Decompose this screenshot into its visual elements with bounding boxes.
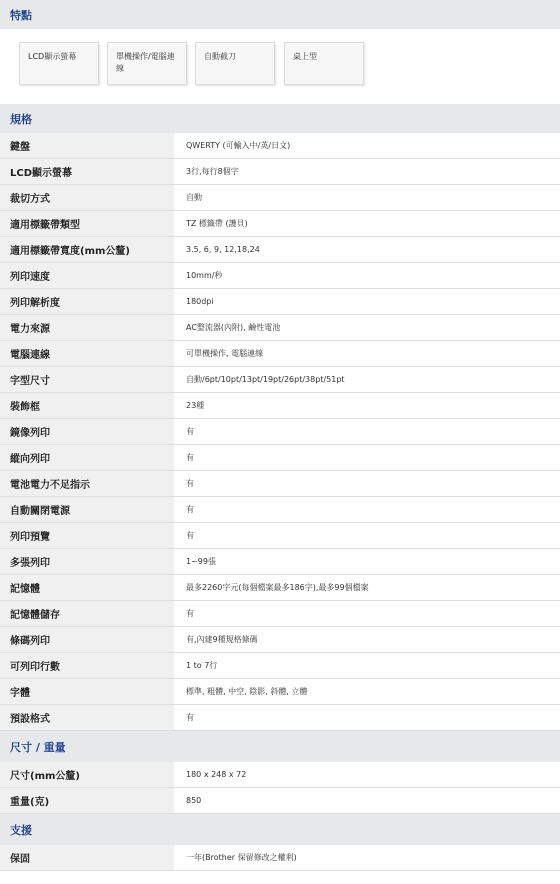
spec-row (0, 367, 560, 393)
features-list (0, 29, 560, 104)
spec-row (0, 601, 560, 627)
spec-row (0, 497, 560, 523)
spec-value: 1~99張 (174, 549, 560, 575)
spec-label: 電力來源 (0, 315, 174, 341)
spec-label: 列印預覽 (0, 523, 174, 549)
spec-label: 電腦連線 (0, 341, 174, 367)
spec-value: 自動/6pt/10pt/13pt/19pt/26pt/38pt/51pt (174, 367, 560, 393)
spec-value: 有 (174, 601, 560, 627)
spec-label: 重量(克) (0, 788, 174, 814)
spec-row (0, 393, 560, 419)
support-table (0, 845, 560, 871)
spec-value: 180 x 248 x 72 (174, 762, 560, 788)
spec-value: 最多2260字元(每個檔案最多186字),最多99個檔案 (174, 575, 560, 601)
spec-label: 記憶體儲存 (0, 601, 174, 627)
spec-row (0, 679, 560, 705)
spec-label: 裁切方式 (0, 185, 174, 211)
spec-row (0, 705, 560, 731)
spec-label: 預設格式 (0, 705, 174, 731)
spec-label: 適用標籤帶類型 (0, 211, 174, 237)
spec-value: 10mm/秒 (174, 263, 560, 289)
spec-label: 電池電力不足指示 (0, 471, 174, 497)
spec-row (0, 549, 560, 575)
spec-value: 有 (174, 445, 560, 471)
spec-value: QWERTY (可輸入中/英/日文) (174, 133, 560, 159)
spec-label: 保固 (0, 845, 174, 871)
spec-label: 適用標籤帶寬度(mm公釐) (0, 237, 174, 263)
specs-table (0, 133, 560, 731)
spec-row (0, 159, 560, 185)
spec-row (0, 315, 560, 341)
spec-row (0, 788, 560, 814)
spec-label: 列印解析度 (0, 289, 174, 315)
spec-value: 有,內建9種規格條碼 (174, 627, 560, 653)
spec-value: 可單機操作, 電腦連線 (174, 341, 560, 367)
spec-value: 3行,每行8個字 (174, 159, 560, 185)
spec-row (0, 627, 560, 653)
dimensions-table (0, 762, 560, 814)
spec-label: 尺寸(mm公釐) (0, 762, 174, 788)
spec-value: 有 (174, 705, 560, 731)
feature-desktop: 桌上型 (284, 42, 364, 85)
spec-value: 標準, 粗體, 中空, 陰影, 斜體, 立體 (174, 679, 560, 705)
spec-row (0, 523, 560, 549)
spec-label: 鍵盤 (0, 133, 174, 159)
spec-row (0, 185, 560, 211)
spec-row (0, 341, 560, 367)
spec-label: 字型尺寸 (0, 367, 174, 393)
spec-value: 自動 (174, 185, 560, 211)
spec-label: 列印速度 (0, 263, 174, 289)
spec-label: 鏡像列印 (0, 419, 174, 445)
spec-value: 有 (174, 497, 560, 523)
spec-value: 180dpi (174, 289, 560, 315)
spec-row (0, 575, 560, 601)
support-header: 支援 (0, 814, 560, 845)
features-header: 特點 (0, 0, 560, 29)
spec-value: 3.5, 6, 9, 12,18,24 (174, 237, 560, 263)
dimensions-header: 尺寸 / 重量 (0, 731, 560, 762)
spec-row (0, 211, 560, 237)
spec-row (0, 133, 560, 159)
spec-row (0, 237, 560, 263)
spec-label: 字體 (0, 679, 174, 705)
spec-label: 縱向列印 (0, 445, 174, 471)
spec-row (0, 471, 560, 497)
spec-label: 裝飾框 (0, 393, 174, 419)
feature-auto-cutter: 自動截刀 (195, 42, 275, 85)
spec-value: 有 (174, 471, 560, 497)
spec-row (0, 845, 560, 871)
spec-row (0, 419, 560, 445)
spec-row (0, 263, 560, 289)
spec-value: 有 (174, 419, 560, 445)
spec-label: 多張列印 (0, 549, 174, 575)
spec-row (0, 289, 560, 315)
spec-label: LCD顯示螢幕 (0, 159, 174, 185)
spec-value: 23種 (174, 393, 560, 419)
spec-row (0, 445, 560, 471)
feature-lcd: LCD顯示螢幕 (19, 42, 99, 85)
spec-value: 一年(Brother 保留修改之權利) (174, 845, 560, 871)
spec-label: 記憶體 (0, 575, 174, 601)
spec-row (0, 762, 560, 788)
spec-value: TZ 標籤帶 (護貝) (174, 211, 560, 237)
spec-value: 850 (174, 788, 560, 814)
feature-pc-connect: 單機操作/電腦連線 (107, 42, 187, 85)
spec-value: 有 (174, 523, 560, 549)
specs-header: 規格 (0, 104, 560, 133)
spec-label: 可列印行數 (0, 653, 174, 679)
spec-row (0, 653, 560, 679)
spec-value: 1 to 7行 (174, 653, 560, 679)
spec-value: AC整流器(內附), 鹼性電池 (174, 315, 560, 341)
spec-label: 條碼列印 (0, 627, 174, 653)
spec-label: 自動關閉電源 (0, 497, 174, 523)
